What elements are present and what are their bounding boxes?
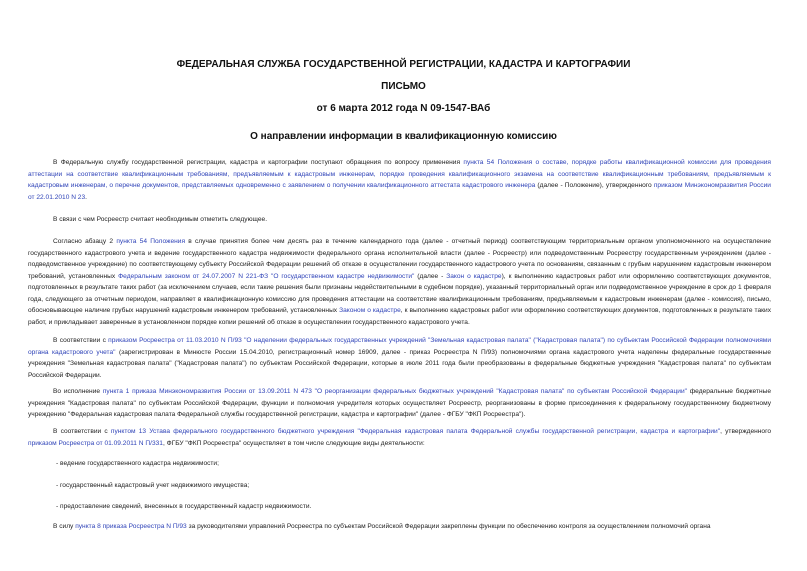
p3-link-zakon-o-kadastre[interactable]: Закон о кадастре: [446, 272, 502, 280]
p6-text-3: , ФГБУ "ФКП Росреестра" осуществляет в том числе следующие виды деятельности:: [162, 439, 425, 447]
p7-text-2: за руководителями управлений Росреестра по субъектам Российской Федерации закреплены функции по обеспечению контроля за осуществлением полномочий органа: [186, 523, 711, 530]
agency-title: ФЕДЕРАЛЬНАЯ СЛУЖБА ГОСУДАРСТВЕННОЙ РЕГИСТРАЦИИ, КАДАСТРА И КАРТОГРАФИИ: [176, 59, 631, 70]
p2-text-1: В связи с чем Росреестр считает необходимым отметить следующее.: [53, 216, 268, 223]
paragraph-1: [28, 157, 771, 203]
paragraph-6: [28, 426, 771, 449]
p3-text-3: (далее -: [414, 272, 447, 280]
p6-text-1: В соответствии с: [53, 428, 111, 435]
p1-text-3: .: [85, 193, 87, 201]
p3-text-4: ), к выполнению кадастровых работ или оформлению соответствующих документов, подготовленных в результате таких работ (за исключением случаев, если такие решения были признаны недействительными в судебном порядке), указанный территориальный орган или подведомственное учреждение в срок до 1 февраля года, следующего за отчетным периодом, направляет в квалификационную комиссию для проведения аттестации на соответствие квалификационным требованиям, предъявляемым к кадастровым инженерам (далее - комиссия), письмо, обосновывающее наличие грубых нарушений кадастровым инженером требований, установленных: [28, 272, 771, 314]
p1-text-2: (далее - Положение), утвержденного: [535, 182, 654, 189]
p1-link-prikaz[interactable]: приказом Минэкономразвития России от 22.01.2010 N 23: [28, 182, 771, 201]
p4-text-1: В соответствии с: [53, 337, 109, 344]
p5-text-2: федеральные бюджетные учреждения "Кадастровая палата" по субъектам Российской Федерации, функции и полномочия учредителя которых осуществляет Росреестр, реорганизованы в форме присоединения к федеральному государственному бюджетному учреждению "Федеральная кадастровая палата Федеральной службы государственной регистрации, кадастра и картографии" (далее - ФГБУ "ФКП Росреестра").: [28, 388, 771, 418]
p3-link-federal-law[interactable]: Федеральным законом от 24.07.2007 N 221-ФЗ "О государственном кадастре недвижимости": [118, 272, 415, 280]
p3-text-2: в случае принятия более чем десять раз в течение календарного года (далее - отчетный период) соответствующим территориальным органом уполномоченного на осуществление государственного кадастрового учета и ведение государственного кадастра недвижимости федерального органа исполнительной власти (далее - Росреестр) или подведомственным Росреестру государственным учреждением (далее - подведомственное учреждение) по соответствующему субъекту Российской Федерации решений об отказе в осуществлении государственного кадастрового учета по основаниям, связанным с грубым нарушением кадастровым инженером требований, установленных: [28, 238, 771, 280]
document-type: ПИСЬМО: [381, 81, 426, 92]
paragraph-3: [28, 236, 771, 328]
p3-text-1: Согласно абзацу 2: [53, 238, 117, 245]
list-item: - ведение государственного кадастра недвижимости;: [56, 460, 219, 467]
document-date-number: от 6 марта 2012 года N 09-1547-ВАб: [316, 103, 491, 114]
document-subject: О направлении информации в квалификационную комиссию: [250, 131, 557, 142]
p3-link-zakonom-o-kadastre[interactable]: Законом о кадастре: [339, 307, 401, 314]
p4-text-2: (зарегистрирован в Минюсте России 15.04.2010, регистрационный номер 16909, далее - приказ Росреестра N П/93) полномочиями органа кадастрового учета наделены федеральные государственные учреждения "Земельная кадастровая палата" ("Кадастровая палата") по субъектам Российской Федерации, которые в июле 2011 года были преобразованы в федеральные бюджетные учреждения "Кадастровая палата" по субъектам Российской Федерации.: [28, 348, 771, 379]
p4-link-prikaz-p93[interactable]: приказом Росреестра от 11.03.2010 N П/93 "О наделении федеральных государственных учреждений "Земельная кадастровая палата" ("Кадастровая палата") по субъектам Российской Федерации полномочиями органа кадастрового учета": [28, 337, 771, 356]
paragraph-2: [28, 214, 771, 226]
p7-text-1: В силу: [53, 523, 76, 530]
paragraph-4: [28, 335, 771, 381]
p5-link-prikaz-473[interactable]: пункта 1 приказа Минэкономразвития России от 13.09.2011 N 473 "О реорганизации федеральных бюджетных учреждений "Кадастровая палата" по субъектам Российской Федерации": [102, 388, 687, 395]
list-item: - предоставление сведений, внесенных в государственный кадастр недвижимости.: [56, 503, 312, 510]
p1-text-1: В Федеральную службу государственной регистрации, кадастра и картографии поступают обращения по вопросу применения: [53, 159, 464, 166]
p3-link-punkt54[interactable]: пункта 54 Положения: [116, 238, 186, 245]
paragraph-7: [28, 521, 771, 533]
p6-link-ustav[interactable]: пунктом 13 Устава федерального государственного бюджетного учреждения "Федеральная кадастровая палата Федеральной службы государственной регистрации, кадастра и картографии": [110, 428, 721, 435]
p5-text-1: Во исполнение: [53, 388, 103, 395]
p3-text-5: , к выполнению кадастровых работ или оформлению соответствующих документов, подготовленных в результате таких работ, и прикладывает заверенные в установленном порядке копии решений об отказе в осуществлении государственного кадастрового учета.: [28, 307, 772, 326]
paragraph-5: [28, 386, 771, 421]
p6-text-2: , утвержденного: [720, 428, 772, 435]
p6-link-prikaz-p331[interactable]: приказом Росреестра от 01.09.2011 N П/331: [28, 439, 163, 447]
p1-link-polozhenie[interactable]: пункта 54 Положения о составе, порядке работы квалификационной комиссии для проведения аттестации на соответствие квалификационным требованиям, предъявляемым к кадастровым инженерам, порядке проведения квалификационного экзамена на соответствие квалификационным требованиям, предъявляемым к кадастровым инженерам, о перечне документов, представляемых одновременно с заявлением о получении квалификационного аттестата кадастрового инженера: [28, 159, 771, 189]
p7-link-punkt8[interactable]: пункта 8 приказа Росреестра N П/93: [75, 523, 187, 530]
list-item: - государственный кадастровый учет недвижимого имущества;: [56, 482, 250, 489]
